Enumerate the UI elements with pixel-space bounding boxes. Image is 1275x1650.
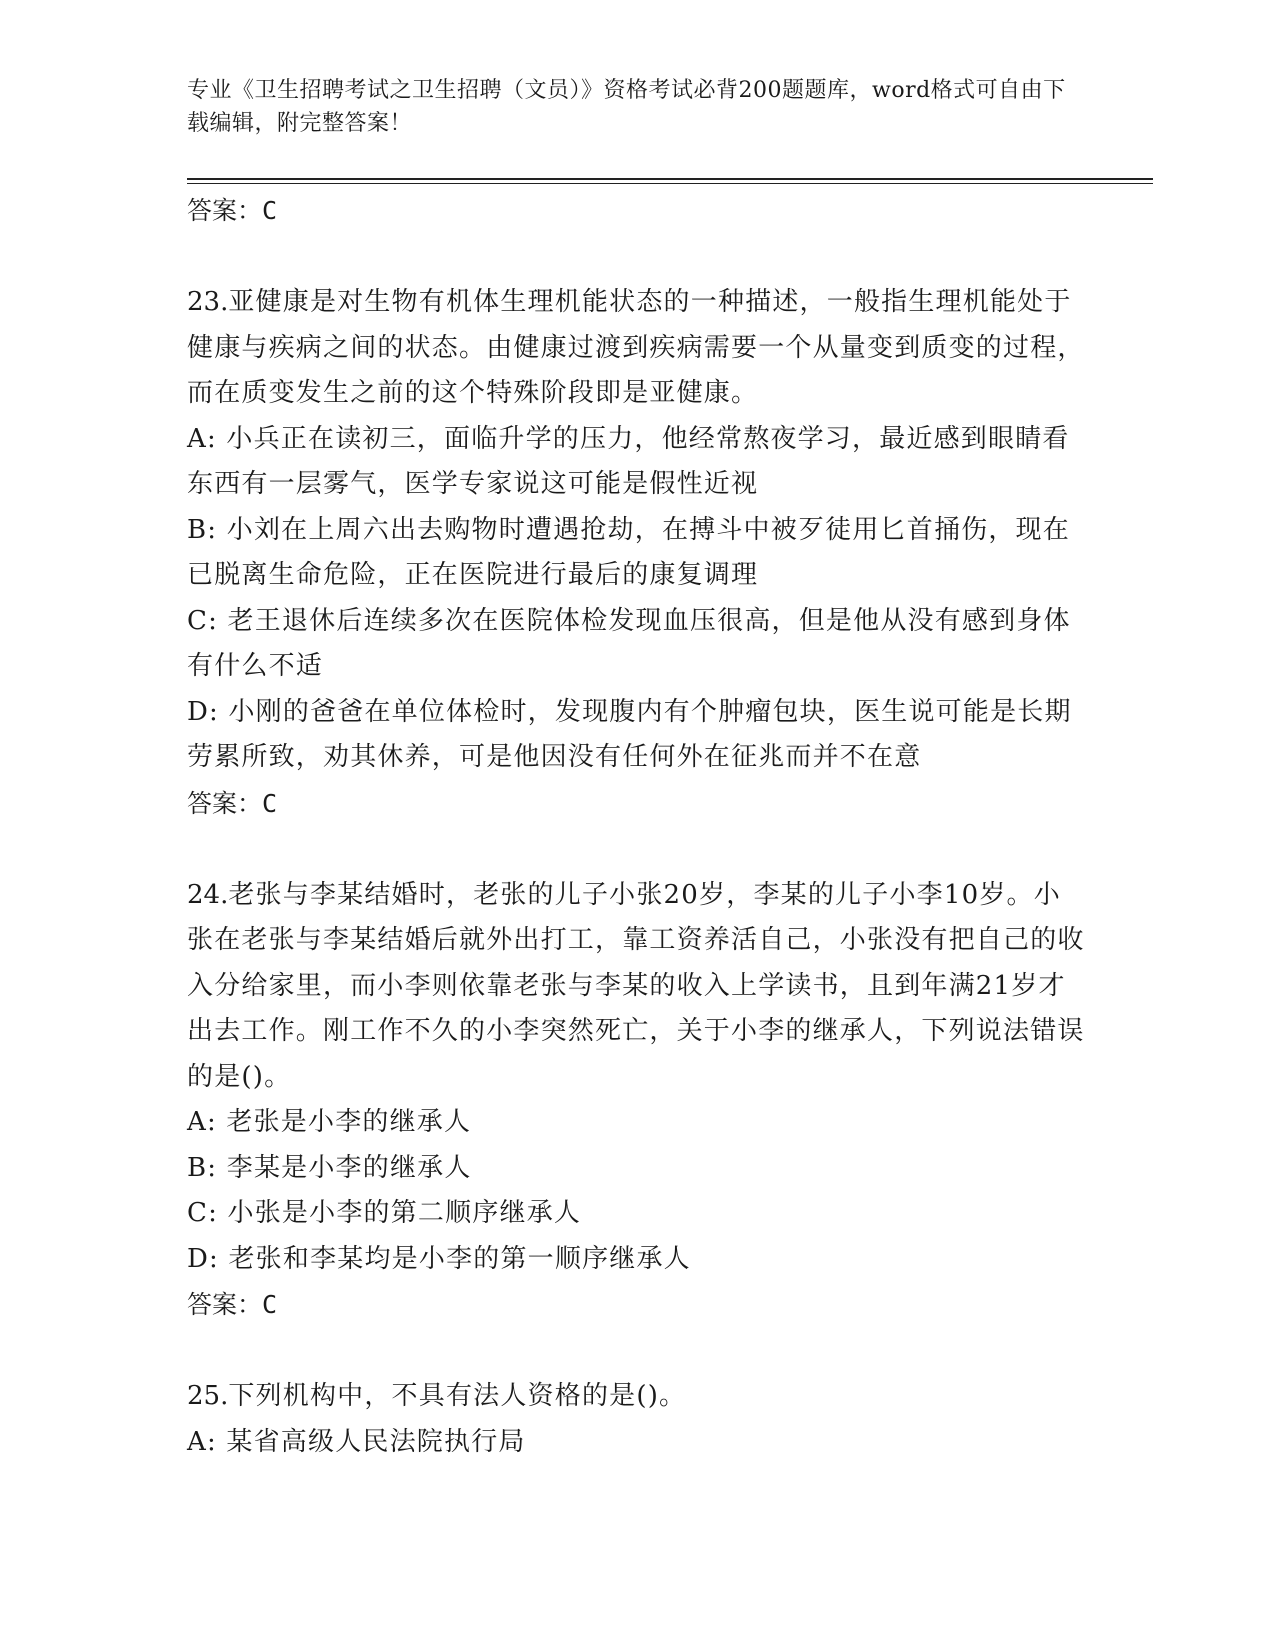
option-a bbox=[187, 1420, 1087, 1466]
option-a bbox=[187, 1100, 1087, 1146]
answer-label: 答案： bbox=[187, 196, 263, 225]
question-23 bbox=[187, 280, 1087, 827]
question-text: 老张与李某结婚时，老张的儿子小张20岁，李某的儿子小李10岁。小张在老张与李某结婚后就外出打工，靠工资养活自己，小张没有把自己的收入分给家里，而小李则依靠老张与李某的收入上学读书，且到年满21岁才出去工作。刚工作不久的小李突然死亡，关于小李的继承人，下列说法错误的是()。 bbox=[187, 879, 1085, 1092]
question-text: 亚健康是对生物有机体生理机能状态的一种描述，一般指生理机能处于健康与疾病之间的状态。由健康过渡到疾病需要一个从量变到质变的过程，而在质变发生之前的这个特殊阶段即是亚健康。 bbox=[187, 287, 1085, 408]
answer-line bbox=[187, 1282, 1087, 1328]
option-text: 小兵正在读初三，面临升学的压力，他经常熬夜学习，最近感到眼睛看东西有一层雾气，医学专家说这可能是假性近视 bbox=[187, 423, 1070, 499]
option-key: A: bbox=[187, 423, 217, 454]
option-d bbox=[187, 690, 1087, 781]
page-header: 专业《卫生招聘考试之卫生招聘（文员）》资格考试必背200题题库，word格式可自由下载编辑，附完整答案！ bbox=[187, 78, 1066, 136]
question-stem bbox=[187, 280, 1087, 417]
spacer bbox=[187, 1328, 1087, 1374]
question-24 bbox=[187, 873, 1087, 1329]
question-number: 23. bbox=[187, 287, 229, 317]
question-number: 24. bbox=[187, 879, 229, 910]
option-text: 老张和李某均是小李的第一顺序继承人 bbox=[219, 1243, 691, 1274]
option-text: 老王退休后连续多次在医院体检发现血压很高，但是他从没有感到身体有什么不适 bbox=[187, 605, 1071, 681]
answer-value: C bbox=[262, 1290, 278, 1319]
option-d bbox=[187, 1237, 1087, 1283]
option-text: 某省高级人民法院执行局 bbox=[216, 1426, 526, 1457]
answer-value: C bbox=[262, 196, 278, 225]
option-text: 小刚的爸爸在单位体检时，发现腹内有个肿瘤包块，医生说可能是长期劳累所致，劝其休养，可是他因没有任何外在征兆而并不在意 bbox=[187, 696, 1072, 772]
option-text: 老张是小李的继承人 bbox=[216, 1107, 472, 1137]
option-key: A: bbox=[187, 1107, 217, 1137]
answer-label: 答案： bbox=[187, 1290, 263, 1319]
header-divider-thin bbox=[187, 183, 1153, 184]
option-a bbox=[187, 417, 1087, 508]
option-key: D: bbox=[187, 1243, 220, 1274]
option-key: D: bbox=[187, 696, 220, 727]
option-text: 小刘在上周六出去购物时遭遇抢劫，在搏斗中被歹徒用匕首捅伤，现在已脱离生命危险，正在医院进行最后的康复调理 bbox=[187, 514, 1070, 590]
option-key: B: bbox=[187, 1152, 218, 1183]
answer-value: C bbox=[262, 788, 278, 818]
spacer bbox=[187, 234, 1087, 280]
header-divider-thick bbox=[187, 178, 1153, 180]
question-list bbox=[187, 188, 1087, 1465]
option-b bbox=[187, 1146, 1087, 1192]
option-key: A: bbox=[187, 1426, 217, 1457]
option-key: B: bbox=[187, 514, 218, 545]
option-c bbox=[187, 1191, 1087, 1237]
option-key: C: bbox=[187, 1198, 219, 1228]
answer-line-prev bbox=[187, 188, 1087, 234]
question-stem bbox=[187, 1374, 1087, 1420]
answer-line bbox=[187, 781, 1087, 827]
answer-label: 答案： bbox=[187, 788, 263, 818]
option-key: C: bbox=[187, 605, 219, 636]
option-text: 小张是小李的第二顺序继承人 bbox=[218, 1198, 582, 1228]
question-stem bbox=[187, 873, 1087, 1101]
option-c bbox=[187, 599, 1087, 690]
option-text: 李某是小李的继承人 bbox=[217, 1152, 472, 1183]
spacer bbox=[187, 827, 1087, 873]
option-b bbox=[187, 508, 1087, 599]
question-text: 下列机构中，不具有法人资格的是()。 bbox=[228, 1381, 687, 1411]
question-25 bbox=[187, 1374, 1087, 1465]
question-number: 25. bbox=[187, 1381, 229, 1411]
